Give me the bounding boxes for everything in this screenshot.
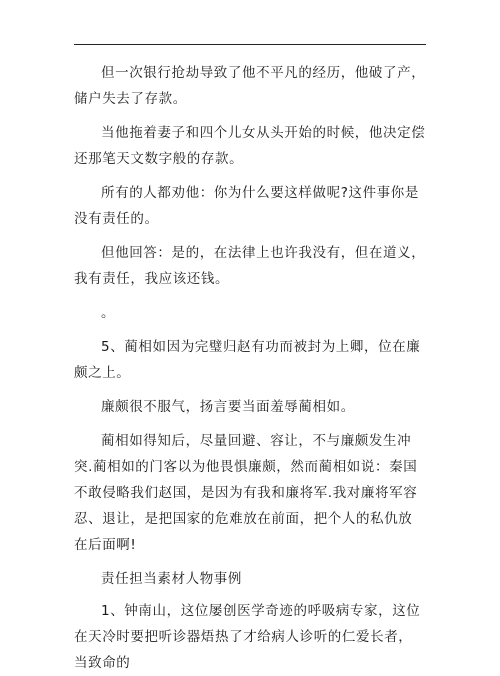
header-rule: [74, 44, 426, 45]
section-heading: 责任担当素材人物事例: [101, 571, 242, 587]
paragraph-5: 。: [101, 305, 116, 321]
document-body: [74, 60, 426, 676]
paragraph-7: 廉颇很不服气，扬言要当面羞辱蔺相如。: [101, 399, 355, 415]
paragraph-1: 但一次银行抢劫导致了他不平凡的经历，他破了产，储户失去了存款。: [74, 65, 426, 107]
paragraph-2: 当他拖着妻子和四个儿女从头开始的时候，他决定偿还那笔天文数字般的存款。: [74, 125, 426, 167]
paragraph-3: 所有的人都劝他：你为什么要这样做呢?这件事你是没有责任的。: [74, 185, 419, 227]
paragraph-4: 但他回答：是的，在法律上也许我没有，但在道义，我有责任，我应该还钱。: [74, 245, 426, 287]
paragraph-6: 5、蔺相如因为完璧归赵有功而被封为上卿，位在廉颇之上。: [74, 339, 421, 381]
paragraph-8: 蔺相如得知后，尽量回避、容让，不与廉颇发生冲突.蔺相如的门客以为他畏惧廉颇，然而蔺相如说：秦国不敢侵略我们赵国，是因为有我和廉将军.我对廉将军容忍、退让，是把国家的危难放在前面，把个人的私仇放在后面啊!: [74, 433, 418, 553]
paragraph-9: 1、钟南山，这位屡创医学奇迹的呼吸病专家，这位在天冷时要把听诊器焐热了才给病人诊听的仁爱长者，当致命的: [74, 603, 421, 671]
